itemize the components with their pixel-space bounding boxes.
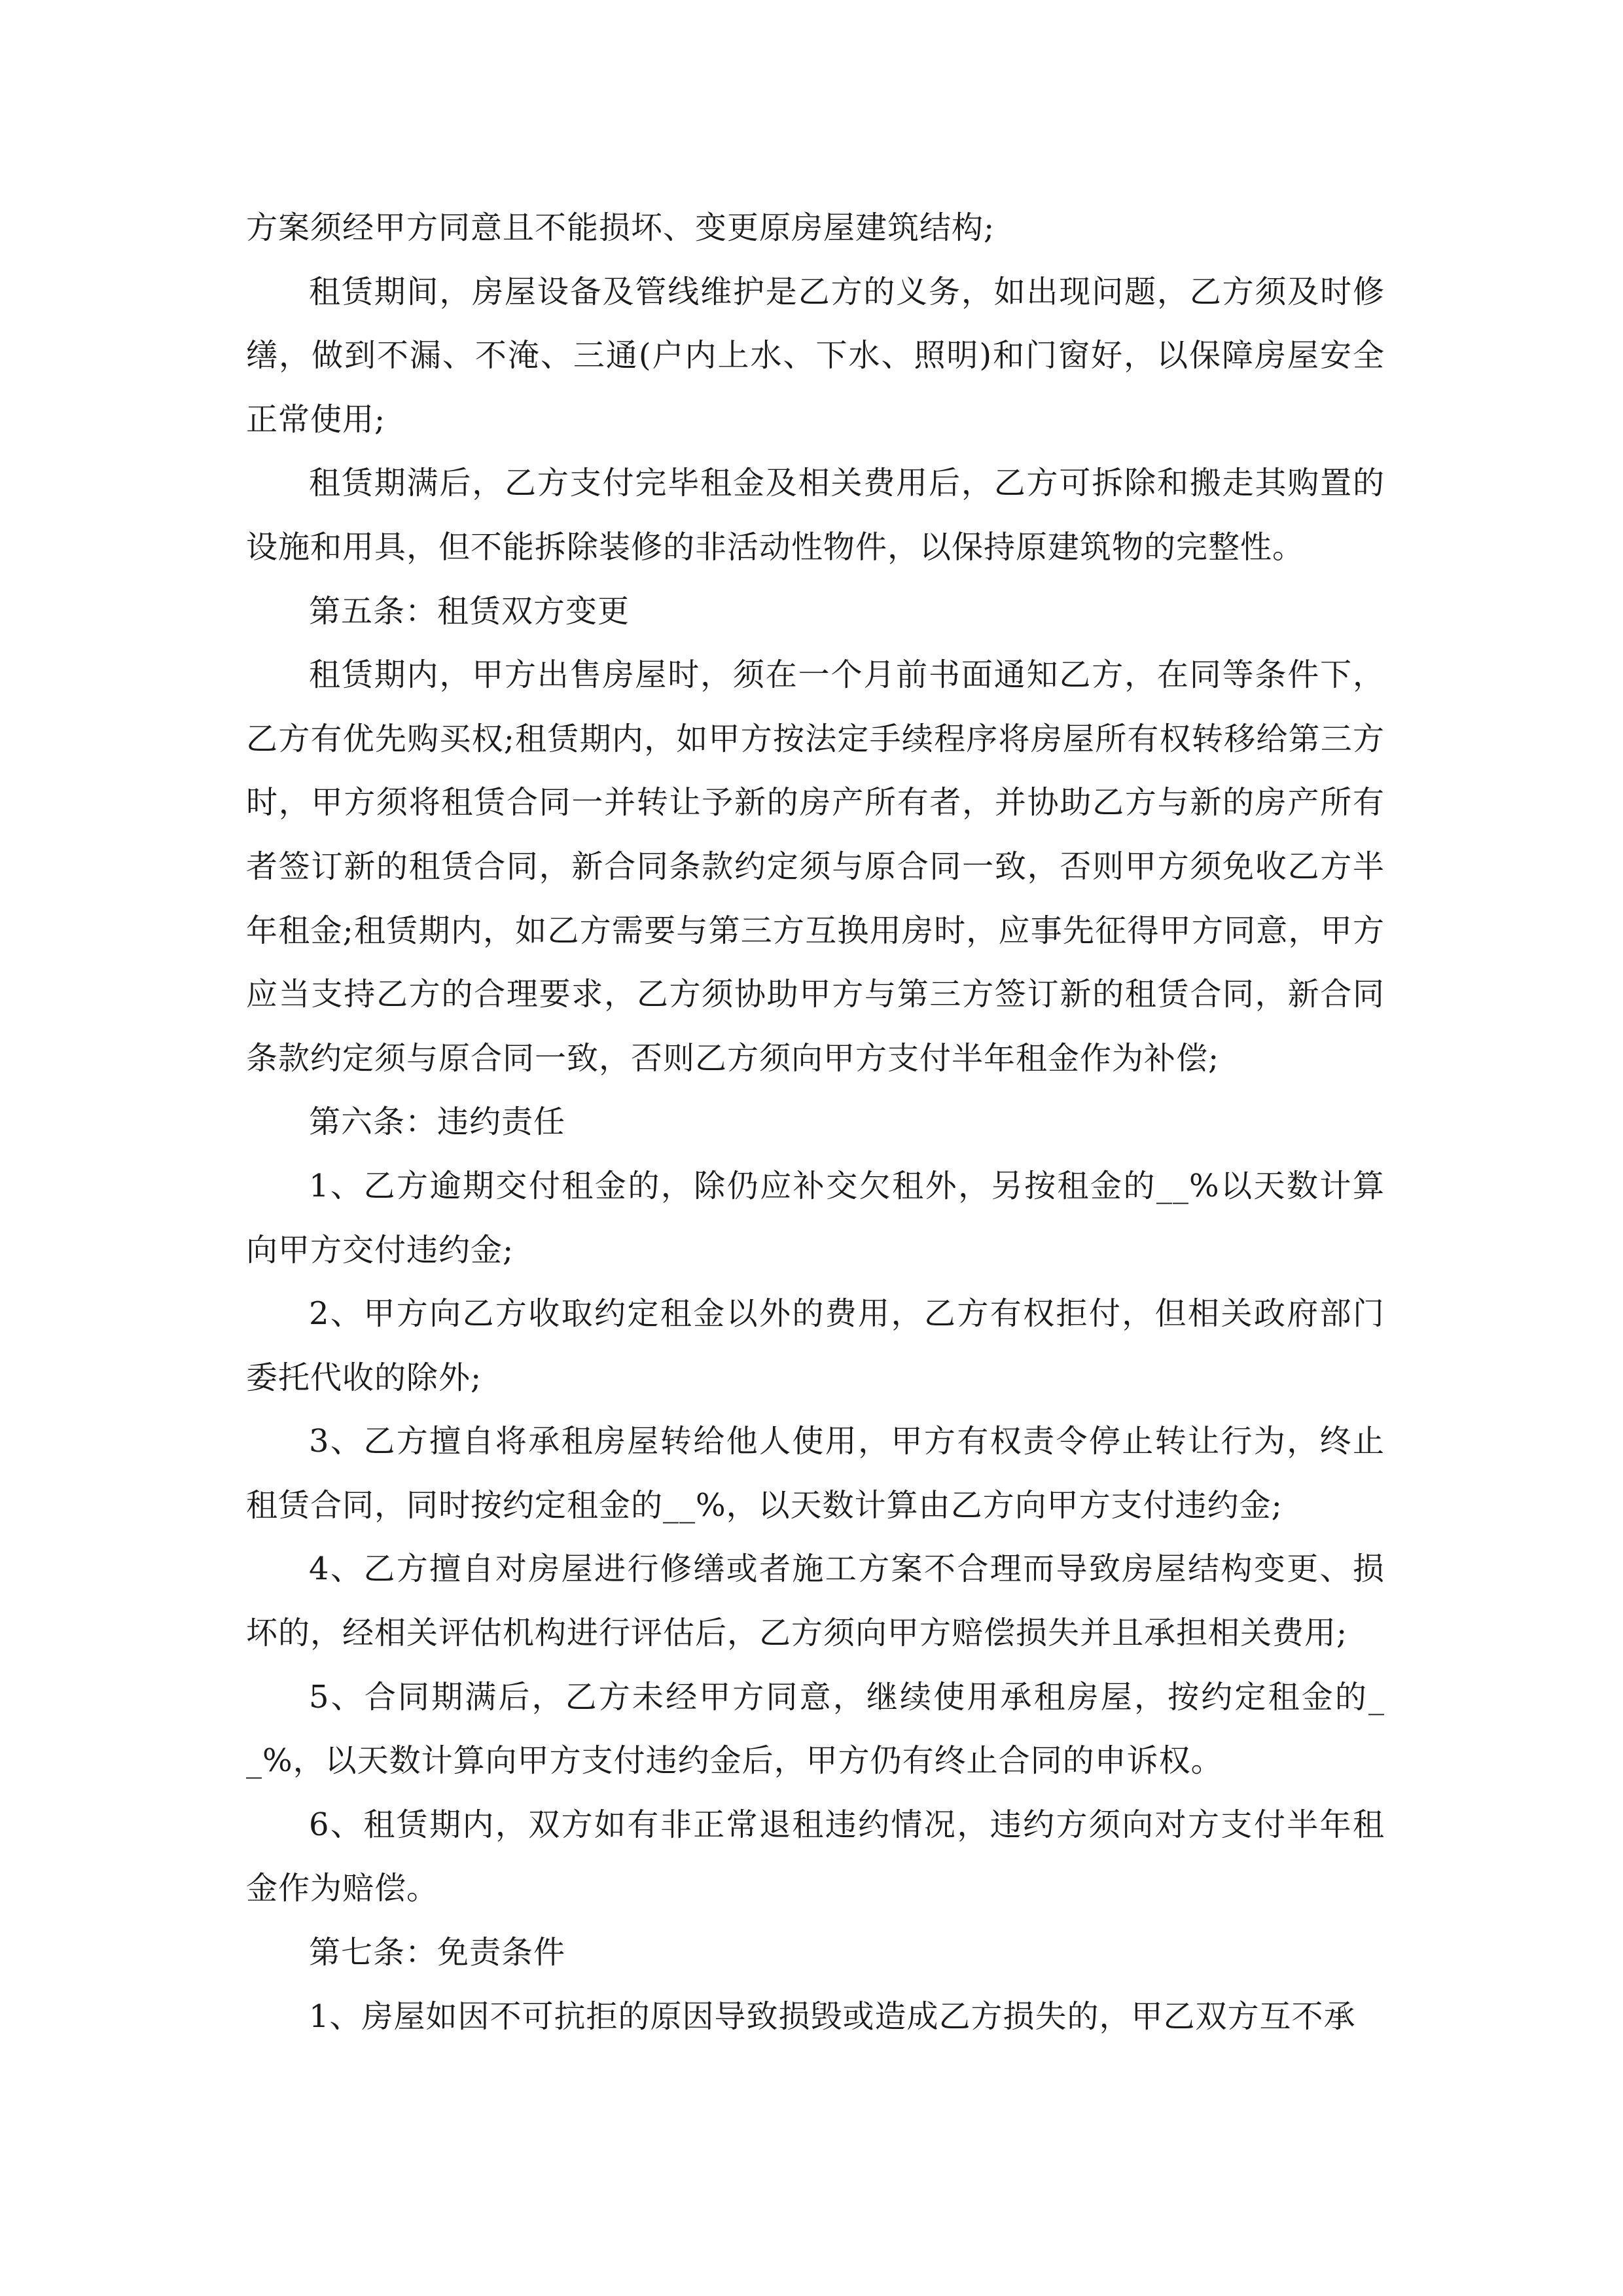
article-6-heading: 第六条：违约责任 bbox=[309, 1103, 566, 1141]
liability-item-6: 6、租赁期内，双方如有非正常退租违约情况，违约方须向对方支付半年租金作为赔偿。 bbox=[246, 1806, 1385, 1907]
paragraph-maintenance: 租赁期间，房屋设备及管线维护是乙方的义务，如出现问题，乙方须及时修缮，做到不漏、不淹、三通(户内上水、下水、照明)和门窗好，以保障房屋安全正常使用; bbox=[246, 273, 1385, 438]
liability-item-5: 5、合同期满后，乙方未经甲方同意，继续使用承租房屋，按约定租金的__%，以天数计算向甲方支付违约金后，甲方仍有终止合同的申诉权。 bbox=[246, 1678, 1385, 1780]
liability-item-3: 3、乙方擅自将承租房屋转给他人使用，甲方有权责令停止转让行为，终止租赁合同，同时按约定租金的__%，以天数计算由乙方向甲方支付违约金; bbox=[246, 1423, 1385, 1524]
liability-item-2: 2、甲方向乙方收取约定租金以外的费用，乙方有权拒付，但相关政府部门委托代收的除外; bbox=[246, 1295, 1385, 1396]
article-7-heading: 第七条：免责条件 bbox=[309, 1934, 566, 1971]
paragraph-party-change: 租赁期内，甲方出售房屋时，须在一个月前书面通知乙方，在同等条件下，乙方有优先购买权;租赁期内，如甲方按法定手续程序将房屋所有权转移给第三方时，甲方须将租赁合同一并转让予新的房产所有者，并协助乙方与新的房产所有者签订新的租赁合同，新合同条款约定须与原合同一致，否则甲方须免收乙方半年租金;租赁期内，如乙方需要与第三方互换用房时，应事先征得甲方同意，甲方应当支持乙方的合理要求，乙方须协助甲方与第三方签订新的租赁合同，新合同条款约定须与原合同一致，否则乙方须向甲方支付半年租金作为补偿; bbox=[246, 656, 1385, 1077]
exemption-item-1: 1、房屋如因不可抗拒的原因导致损毁或造成乙方损失的，甲乙双方互不承 bbox=[309, 1998, 1356, 2035]
liability-item-1: 1、乙方逾期交付租金的，除仍应补交欠租外，另按租金的__%以天数计算向甲方交付违约金; bbox=[246, 1167, 1385, 1268]
liability-item-4: 4、乙方擅自对房屋进行修缮或者施工方案不合理而导致房屋结构变更、损坏的，经相关评估机构进行评估后，乙方须向甲方赔偿损失并且承担相关费用; bbox=[246, 1551, 1385, 1652]
document-body bbox=[246, 196, 1385, 2049]
paragraph-structure-clause: 方案须经甲方同意且不能损坏、变更原房屋建筑结构; bbox=[246, 209, 995, 246]
paragraph-lease-expiry: 租赁期满后，乙方支付完毕租金及相关费用后，乙方可拆除和搬走其购置的设施和用具，但不能拆除装修的非活动性物件，以保持原建筑物的完整性。 bbox=[246, 465, 1385, 565]
article-5-heading: 第五条：租赁双方变更 bbox=[309, 592, 630, 630]
